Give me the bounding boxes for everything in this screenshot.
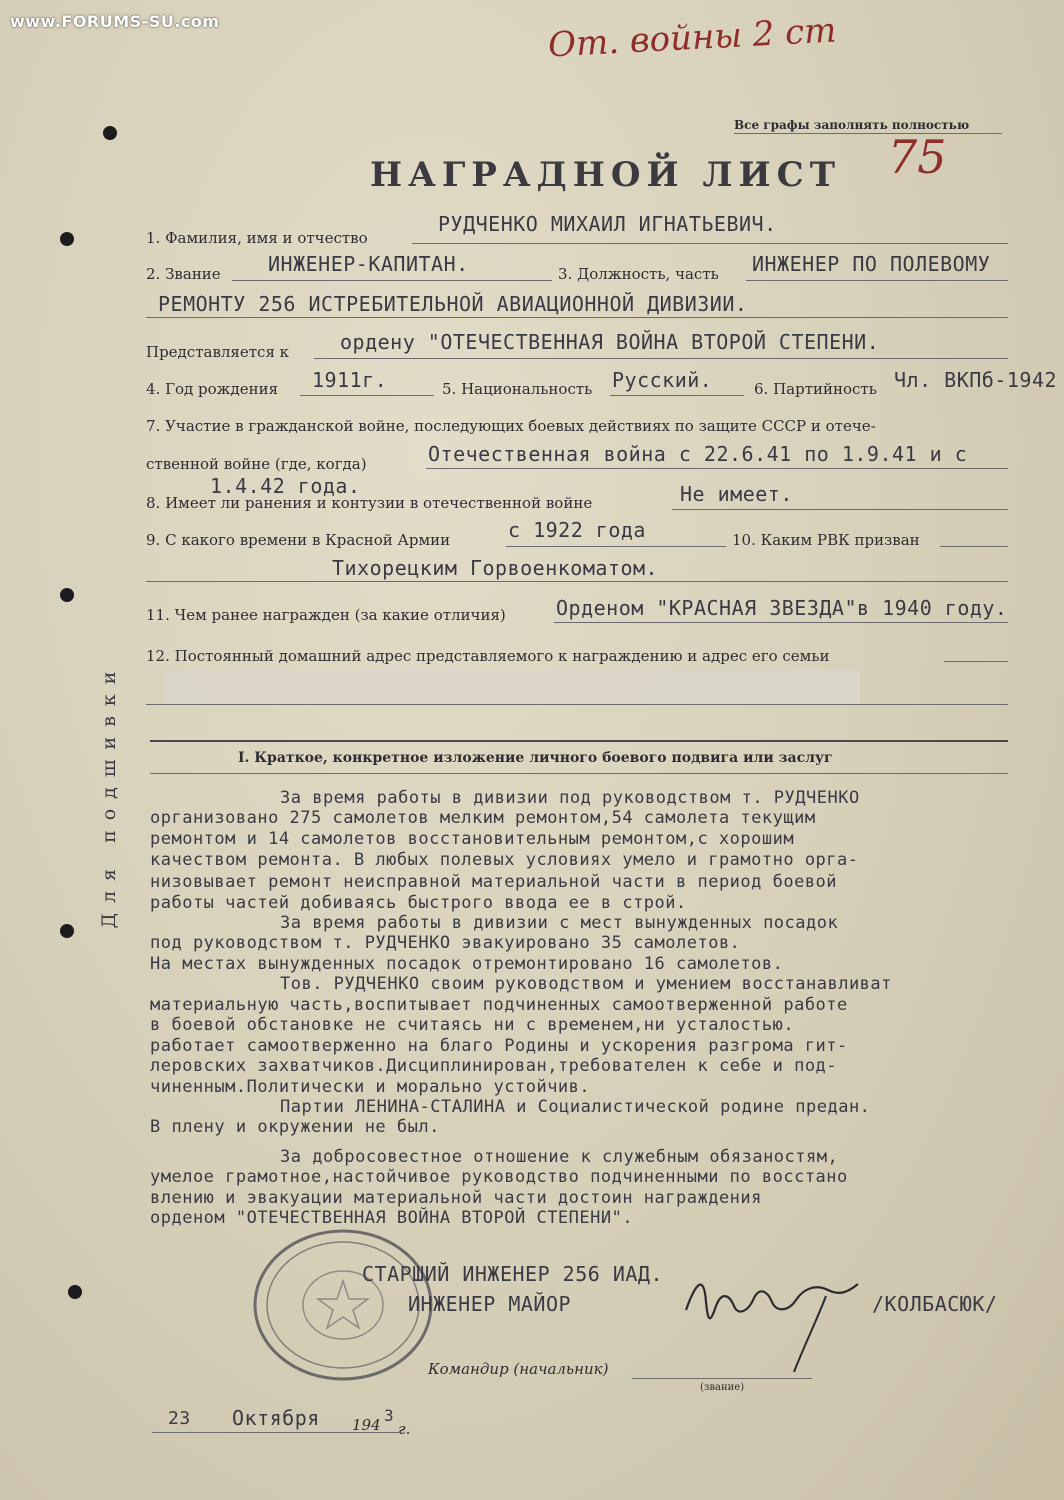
binding-margin-text: Для подшивки — [98, 661, 120, 929]
field-10-underline-continued — [146, 581, 1008, 582]
binder-hole-icon — [60, 924, 74, 938]
body-line: влению и эвакуации материальной части достоин награждения — [150, 1188, 762, 1208]
field-5-label: 5. Национальность — [442, 380, 593, 398]
field-11-value: Орденом "КРАСНАЯ ЗВЕЗДА"в 1940 году. — [556, 596, 1008, 620]
field-9-value: с 1922 года — [508, 518, 646, 542]
body-line: За добросовестное отношение к служебным обязаностям, — [280, 1147, 839, 1167]
commander-label: Командир (начальник) — [428, 1360, 609, 1378]
field-7-value-line1: Отечественная война с 22.6.41 по 1.9.41 и с — [428, 442, 968, 466]
field-3-underline-continued — [146, 317, 1008, 318]
document-title: НАГРАДНОЙ ЛИСТ — [370, 155, 842, 195]
body-line: работы частей добиваясь быстрого ввода ее в строй. — [150, 893, 687, 913]
body-line: Тов. РУДЧЕНКО своим руководством и умением восстанавливат — [280, 974, 892, 994]
field-5-underline — [610, 395, 744, 396]
body-line: Партии ЛЕНИНА-СТАЛИНА и Социалистической родине предан. — [280, 1097, 871, 1117]
forum-watermark: www.FORUMS-SU.com — [10, 12, 220, 31]
field-7-label-line2: ственной войне (где, когда) — [146, 455, 367, 473]
commander-underline — [632, 1378, 812, 1379]
field-12-underline-continued — [146, 704, 1008, 705]
body-line: За время работы в дивизии под руководством т. РУДЧЕНКО — [280, 788, 860, 808]
field-1-value: РУДЧЕНКО МИХАИЛ ИГНАТЬЕВИЧ. — [438, 212, 777, 236]
body-line: умелое грамотное,настойчивое руководство подчиненными по восстано — [150, 1167, 848, 1187]
body-line: За время работы в дивизии с мест вынужденных посадок — [280, 913, 839, 933]
body-line: материальную часть,воспитывает подчиненных самоотверженной работе — [150, 995, 848, 1015]
date-day: 23 — [168, 1408, 191, 1429]
handwritten-signature-icon — [676, 1262, 866, 1382]
date-year-prefix: 194 — [352, 1416, 381, 1434]
instruction-note: Все графы заполнять полностью — [734, 118, 970, 132]
field-4-underline — [300, 395, 434, 396]
field-7-underline — [426, 468, 1008, 469]
field-4-label: 4. Год рождения — [146, 380, 279, 398]
field-2-value: ИНЖЕНЕР-КАПИТАН. — [268, 252, 469, 276]
body-line: под руководством т. РУДЧЕНКО эвакуировано 35 самолетов. — [150, 933, 741, 953]
body-line: леровских захватчиков.Дисциплинирован,требователен к себе и под- — [150, 1056, 838, 1076]
binding-margin-label — [94, 605, 124, 985]
field-8-value: Не имеет. — [680, 482, 793, 506]
binder-hole-icon — [68, 1285, 82, 1299]
date-suffix: г. — [398, 1420, 411, 1438]
field-5-value: Русский. — [612, 368, 713, 392]
date-year-digit: 3 — [384, 1406, 395, 1425]
presented-label: Представляется к — [146, 343, 290, 361]
signatory-rank: ИНЖЕНЕР МАЙОР — [408, 1292, 572, 1316]
signatory-position: СТАРШИЙ ИНЖЕНЕР 256 ИАД. — [362, 1262, 663, 1286]
body-line: орденом "ОТЕЧЕСТВЕННАЯ ВОЙНА ВТОРОЙ СТЕПЕНИ". — [150, 1208, 634, 1228]
date-underline — [152, 1432, 402, 1433]
field-3-value-continued: РЕМОНТУ 256 ИСТРЕБИТЕЛЬНОЙ АВИАЦИОННОЙ ДИВИЗИИ. — [158, 292, 748, 316]
body-line: организовано 275 самолетов мелким ремонтом,54 самолета текущим — [150, 808, 816, 828]
field-9-underline — [506, 546, 726, 547]
signatory-name: /КОЛБАСЮК/ — [872, 1292, 998, 1316]
body-line: качеством ремонта. В любых полевых условиях умело и грамотно орга- — [150, 850, 859, 870]
body-line: низовывает ремонт неисправной материальной части в период боевой — [150, 872, 838, 892]
date-month: Октября — [232, 1406, 320, 1430]
field-7-value-line2: 1.4.42 года. — [210, 474, 361, 498]
field-2-underline — [232, 280, 552, 281]
body-line: На местах вынужденных посадок отремонтировано 16 самолетов. — [150, 954, 784, 974]
field-3-label: 3. Должность, часть — [558, 265, 719, 283]
field-6-label: 6. Партийность — [754, 380, 877, 398]
field-1-label: 1. Фамилия, имя и отчество — [146, 229, 368, 247]
binder-hole-icon — [60, 232, 74, 246]
field-6-value: Чл. ВКПб-1942 — [894, 368, 1058, 392]
section-rule — [150, 740, 1008, 742]
field-9-label: 9. С какого времени в Красной Армии — [146, 531, 451, 549]
handwritten-number: 75 — [888, 130, 947, 184]
body-line: ремонтом и 14 самолетов восстановительным ремонтом,с хорошим — [150, 829, 795, 849]
redacted-address-block — [165, 670, 860, 704]
presented-value: ордену "ОТЕЧЕСТВЕННАЯ ВОЙНА ВТОРОЙ СТЕПЕНИ. — [340, 330, 880, 354]
field-4-value: 1911г. — [312, 368, 388, 392]
field-10-underline — [940, 546, 1008, 547]
field-3-underline — [746, 280, 1008, 281]
field-1-underline — [412, 243, 1008, 244]
handwritten-top-note: От. войны 2 ст — [547, 10, 838, 66]
rank-label: (звание) — [700, 1382, 745, 1393]
body-line: в боевой обстановке не считаясь ни с временем,ни усталостью. — [150, 1015, 795, 1035]
binder-hole-icon — [60, 588, 74, 602]
field-10-label: 10. Каким РВК призван — [732, 531, 920, 549]
field-12-label: 12. Постоянный домашний адрес представляемого к награждению и адрес его семьи — [146, 647, 830, 665]
field-11-underline — [554, 622, 1008, 623]
body-line: В плену и окружении не был. — [150, 1117, 440, 1137]
section-heading-underline — [150, 773, 1008, 774]
field-8-underline — [672, 509, 1008, 510]
field-3-value: ИНЖЕНЕР ПО ПОЛЕВОМУ — [752, 252, 991, 276]
field-10-value: Тихорецким Горвоенкоматом. — [332, 556, 659, 580]
body-line: работает самоотверженно на благо Родины и ускорения разгрома гит- — [150, 1036, 848, 1056]
binder-hole-icon — [103, 126, 117, 140]
field-12-underline — [944, 661, 1008, 662]
field-2-label: 2. Звание — [146, 265, 221, 283]
field-8-label: 8. Имеет ли ранения и контузии в отечественной войне — [146, 494, 593, 512]
field-11-label: 11. Чем ранее награжден (за какие отличия) — [146, 606, 506, 624]
presented-underline — [314, 358, 1008, 359]
field-7-label-line1: 7. Участие в гражданской войне, последующих боевых действиях по защите СССР и отече- — [146, 417, 876, 435]
section-heading: I. Краткое, конкретное изложение личного боевого подвига или заслуг — [238, 750, 833, 766]
body-line: чиненным.Политически и морально устойчив. — [150, 1077, 591, 1097]
instruction-underline — [734, 133, 1002, 134]
